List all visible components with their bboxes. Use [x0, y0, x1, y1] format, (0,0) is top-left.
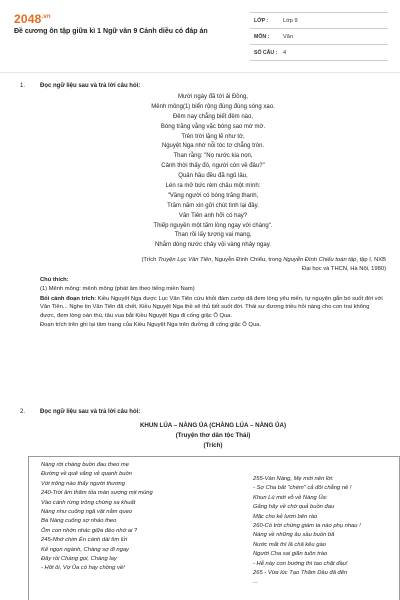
meta-value: 4	[283, 49, 287, 56]
verse-line: Mặc cho kẻ lươn bên rào	[253, 513, 318, 520]
verse-line: Người Cha sai giăn tuôn trào	[253, 551, 328, 558]
verse-line: - Sợ Cha bắt "chém" cả đôi chẳng nề !	[253, 485, 352, 492]
verse-line: Với trông nào thấy người thương	[41, 480, 125, 487]
verse-line: Nàng về những âu sầu buồn bã	[253, 532, 335, 539]
source-collection-title: Nguyễn Đình Chiểu toàn tập	[283, 257, 357, 263]
note-text: (1) Mênh mông: mênh mông (phát âm theo tiếng miền Nam)	[40, 285, 195, 292]
header-divider	[0, 72, 400, 73]
verse-line: Đây rồi Chàng gọi, Chàng lay	[41, 555, 117, 562]
verse-line: 260-Có trời chứng giám ta nào phụ nhau !	[253, 522, 361, 529]
verse-line: Nước mắt thì lã chã kêu gào	[253, 541, 326, 548]
verse-line: Kể ngọn ngành, Chàng sợ đi ngay	[41, 546, 129, 553]
excerpt-title	[40, 421, 386, 451]
meta-value: Lớp 9	[283, 17, 298, 24]
question-1	[14, 83, 386, 393]
logo-text: 2048	[14, 12, 42, 26]
poem-line: Mênh mông(1) biển rộng đùng đùng sóng xao.	[151, 103, 275, 110]
context-text: Kiều Nguyệt Nga được Lục Vân Tiên cứu khỏi đám cướp dã đem lòng yêu mến, tự nguyện gắn bó suốt đời với Vân Tiên... Nghe tin Vân Tiên đã chết, Kiều Nguyệt Nga thề sẽ thủ tiết suốt đời. Thái sư đương triều hỏi nàng cho con trai không được, đem lòng oán thù, tâu vua bắt Kiều Nguyệt Nga đi cống giặc Ô Qua.	[40, 295, 383, 320]
poem-line: Mười ngày đã tới ải Đồng,	[178, 94, 248, 100]
context-paragraph	[40, 295, 386, 321]
question-heading: Đọc ngữ liệu sau và trả lời câu hỏi:	[40, 409, 141, 415]
meta-row-question-count	[250, 45, 388, 61]
verse-line: 265 - Vừa lúc Tạo Thăm Dầu đã đến	[253, 569, 348, 576]
logo-suffix: .vn	[41, 14, 51, 20]
excerpt-title-main: KHUN LÚA – NÀNG ỦA (CHÀNG LÚA – NÀNG ỦA)	[139, 422, 287, 429]
meta-key: SỐ CÂU :	[254, 49, 278, 56]
verse-line: Bà Nàng cuống sợ nháo theo	[41, 518, 117, 525]
poem-line: Thiếp nguyền một tấm lòng ngay với chàng".	[153, 222, 273, 229]
meta-value: Văn	[283, 33, 293, 40]
verse-line: Đường về quê vắng vẻ quạnh buồn	[41, 471, 132, 478]
excerpt-title-genre: (Truyện thơ dân tộc Thái)	[175, 432, 251, 439]
poem-line: Than rồi lấy tượng vai mang,	[174, 232, 252, 239]
poem-line: Bóng trăng vằng vặc bóng sao mờ mờ.	[160, 123, 266, 130]
source-author: , Nguyễn Đình Chiểu, trong	[211, 257, 284, 263]
excerpt-title-note: (Trích)	[203, 442, 223, 449]
source-prefix: (Trích	[141, 257, 158, 263]
poem-line: Nguyệt Nga nhớ nỗi tóc tơ chẳng tròn.	[161, 143, 265, 150]
verse-line: Nàng như cuống ngã vật nằm queo	[41, 508, 133, 515]
meta-key: MÔN :	[254, 33, 270, 40]
verse-line: Nàng rời chàng buồn đau theo mẹ	[41, 462, 129, 468]
site-logo[interactable]	[14, 12, 51, 26]
verse-line: 245-Nhớ chim Én cánh dài tìm lửi	[41, 537, 128, 544]
notes-section	[40, 276, 386, 330]
context-summary: Đoạn trích trên ghi lại tâm trạng của Kiều Nguyệt Nga trên đường đi cống giặc Ô Qua.	[40, 321, 261, 328]
meta-key: LỚP :	[254, 17, 269, 24]
verse-line: 255-Vàn Nàng, Mẹ mới nên lời:	[253, 476, 334, 482]
poem-line: "Vầng người có bóng trăng thanh,	[167, 192, 259, 199]
poem-line: Trên trời lặng lẽ như tờ,	[181, 133, 245, 140]
poem-line: Cảnh thời thấy đó, người còn về đâu?"	[161, 163, 265, 170]
verse-line: - Hễ này con bướng thì tao chặt đầu!	[253, 560, 348, 567]
poem-line: Trăm năm xin gửi chút tình lại đây.	[167, 202, 259, 209]
verse-line: 240-Trời âm thăm tỏa màn sương mịt mùng	[41, 490, 153, 497]
poem-source	[40, 256, 386, 274]
poem-line: Nhắm dòng nước chảy vội vàng nhảy ngay.	[155, 242, 271, 249]
source-line-2: Đại học và THCN, Hà Nội, 1980)	[302, 265, 386, 272]
question-number: 1.	[20, 83, 26, 89]
question-2	[14, 409, 386, 600]
verse-line: ...	[253, 579, 258, 586]
meta-row-class	[250, 13, 388, 29]
verse-line: Khun Lú mới vỗ về Nàng Ủa:	[253, 494, 328, 501]
excerpt-left-column	[41, 461, 215, 574]
question-heading: Đọc ngữ liệu sau và trả lời câu hỏi:	[40, 83, 141, 89]
poem-line: Quân hầu đều đã ngủ lâu,	[178, 173, 248, 180]
verse-line: - Hỡi ôi, Vợ Ủa có hay chồng về!	[41, 565, 125, 572]
poem-line: Lén ra mở bức rèm châu một mình:	[165, 183, 261, 190]
poem-excerpt	[40, 93, 386, 251]
source-volume: , tập I, NXB	[356, 257, 386, 263]
verse-line: Vào cánh rừng trông chừng xa khuất	[41, 499, 136, 506]
document-meta-table	[250, 12, 388, 61]
excerpt-right-column	[253, 475, 400, 588]
note-label: Chú thích:	[40, 277, 69, 283]
poem-line: Đêm nay chẳng biết đêm nào,	[172, 113, 254, 120]
poem-line: Vân Tiên anh hỡi có hay?	[178, 212, 248, 219]
source-work-title: Truyện Lục Vân Tiên	[157, 257, 212, 263]
question-number: 2.	[20, 409, 26, 415]
verse-line: Gắng hãy về chờ quả buồn đau	[253, 504, 335, 511]
verse-line: Ôm con nhớn nhác giữa đèo nhớ ai ?	[41, 527, 138, 534]
page-header	[0, 0, 400, 62]
document-title: Đề cương ôn tập giữa kì 1 Ngữ văn 9 Cánh diều có đáp án	[14, 28, 208, 35]
excerpt-box	[28, 456, 400, 600]
poem-line: Than rằng: "Nọ nước kia non,	[173, 153, 253, 160]
source-line-1	[40, 256, 386, 265]
context-label: Bối cảnh đoạn trích:	[40, 295, 97, 302]
meta-row-subject	[250, 29, 388, 45]
